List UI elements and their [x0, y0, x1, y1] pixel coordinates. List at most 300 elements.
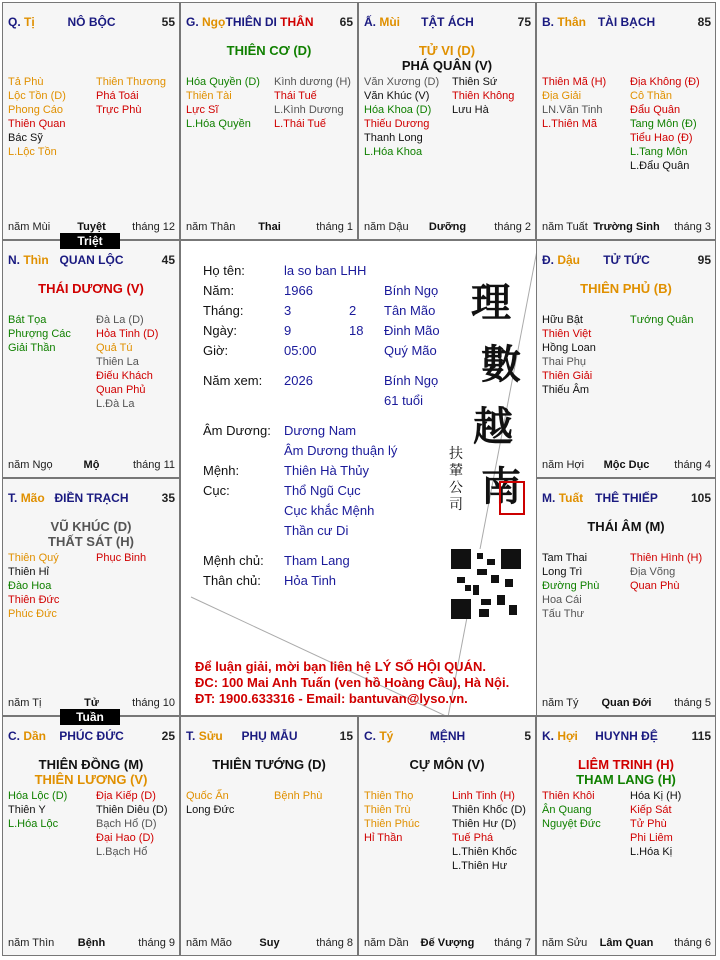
minor-star: Thai Phụ	[542, 356, 587, 368]
minor-star: Đường Phù	[542, 580, 600, 592]
minor-star: Trực Phù	[96, 104, 142, 116]
palace-header	[542, 729, 711, 743]
palace-name: TÀI BẠCH	[597, 15, 656, 29]
hour-label: Giờ:	[203, 343, 229, 358]
palace-header	[8, 729, 175, 743]
minor-star: Thiên La	[96, 356, 139, 368]
chi: Tý	[379, 729, 394, 743]
chi: Dậu	[557, 253, 581, 267]
minor-star: Long Trì	[542, 566, 583, 578]
minor-stars-right	[630, 551, 702, 593]
view-year-can: Bính Ngọ	[384, 373, 439, 388]
minor-star: Phi Liêm	[630, 832, 673, 844]
minor-stars-left	[186, 789, 234, 817]
minor-stars-right	[274, 75, 351, 131]
palace-name: QUAN LỘC	[59, 253, 124, 267]
can: M.	[542, 491, 556, 505]
palace-name: ĐIỀN TRẠCH	[54, 491, 129, 505]
palace-cell-suu	[180, 716, 358, 956]
minor-star: Thiên Việt	[542, 328, 592, 340]
chi: Hợi	[557, 729, 578, 743]
palace-cell-dan	[2, 716, 180, 956]
minor-star: Bạch Hổ (D)	[96, 818, 157, 830]
minor-star: Hóa Quyền (D)	[186, 76, 260, 88]
trang-sinh-stage: Suy	[259, 937, 280, 949]
amduong-2: Âm Dương thuận lý	[284, 443, 398, 458]
palace-header	[8, 253, 175, 267]
can: T.	[8, 491, 18, 505]
day-label: Ngày:	[203, 323, 237, 338]
menhchu-label: Mệnh chủ:	[203, 553, 264, 568]
minor-star: Thiên Hư (D)	[452, 818, 517, 830]
minor-star: Địa Võng	[630, 566, 676, 578]
main-star: THIÊN TƯỚNG (D)	[212, 757, 326, 772]
trang-sinh-stage: Mộc Dục	[603, 459, 650, 471]
minor-stars-right	[274, 789, 322, 803]
minor-stars-left	[8, 75, 66, 159]
palace-header	[542, 15, 711, 29]
minor-star: Giải Thần	[8, 342, 56, 354]
minor-star: Thiên Phúc	[364, 818, 420, 830]
minor-star: Phục Binh	[96, 552, 147, 564]
palace-footer	[542, 459, 711, 473]
minor-star: Quan Phù	[630, 580, 680, 592]
thanchu-label: Thân chủ:	[203, 573, 261, 588]
calligraphy-char-4: 南	[481, 463, 521, 510]
hour-num: 05:00	[284, 343, 317, 358]
can: Ấ.	[364, 15, 376, 29]
chi: Ngọ	[202, 15, 226, 29]
chi: Sửu	[198, 729, 223, 743]
minor-star: L.Tang Môn	[630, 146, 688, 158]
contact-line-1: Để luận giải, mời bạn liên hệ LÝ SỐ HỘI QUÁN.	[195, 659, 486, 674]
minor-stars-left	[542, 551, 599, 621]
minor-star: L.Đẩu Quân	[630, 160, 690, 172]
year-label: Năm:	[203, 283, 235, 298]
main-star: THẤT SÁT (H)	[48, 534, 134, 549]
trang-sinh-stage: Bệnh	[77, 937, 106, 949]
minor-stars-right	[630, 75, 700, 173]
qr-code-icon[interactable]	[451, 549, 521, 619]
palace-header	[542, 491, 711, 505]
minor-star: Kiếp Sát	[630, 804, 672, 816]
palace-footer	[186, 221, 353, 235]
minor-stars-right	[630, 789, 681, 859]
minor-stars-right	[452, 75, 514, 117]
chi: Thân	[557, 15, 587, 29]
trang-sinh-stage: Đế Vượng	[420, 937, 475, 949]
minor-star: Tam Thai	[542, 552, 588, 564]
company-chars: 扶 輦 公 司	[449, 446, 463, 513]
palace-name: PHỤ MẪU	[241, 729, 298, 743]
minor-stars-left	[542, 75, 606, 131]
minor-star: Hoa Cái	[542, 594, 582, 606]
palace-header	[542, 253, 711, 267]
minor-stars-left	[364, 75, 439, 159]
hour-can: Quý Mão	[384, 343, 437, 358]
minor-star: L.Thiên Khốc	[452, 846, 517, 858]
year-label: năm Dậu	[364, 221, 409, 233]
minor-star: Thiên Không	[452, 90, 515, 102]
palace-cell-thin	[2, 240, 180, 478]
minor-stars-left	[186, 75, 260, 131]
minor-star: Thiên Thọ	[364, 790, 414, 802]
minor-star: L.Hóa Khoa	[364, 146, 423, 158]
minor-stars-left	[8, 313, 71, 355]
minor-star: Nguyệt Đức	[542, 818, 601, 830]
month-label: tháng 10	[132, 697, 175, 709]
can: N.	[8, 253, 20, 267]
cuc-3: Thần cư Di	[284, 523, 349, 538]
amduong-1: Dương Nam	[284, 423, 357, 438]
chi: Tuất	[558, 491, 584, 505]
trang-sinh-stage: Thai	[258, 221, 281, 233]
minor-star: Đại Hao (D)	[96, 832, 155, 844]
palace-footer	[542, 221, 711, 235]
palace-footer	[8, 937, 175, 951]
trang-sinh-stage: Tử	[84, 697, 99, 709]
minor-star: Kình dương (H)	[274, 76, 351, 88]
contact-line-2: ĐC: 100 Mai Anh Tuấn (ven hồ Hoàng Cầu), Hà Nội.	[195, 675, 510, 690]
month-label: tháng 1	[316, 221, 353, 233]
minor-star: Địa Kiếp (D)	[96, 790, 156, 802]
minor-star: Cô Thần	[630, 90, 672, 102]
palace-header	[186, 729, 353, 743]
dai-han-number: 95	[697, 253, 711, 267]
dai-han-number: 115	[691, 729, 711, 743]
minor-star: Thiên Sứ	[452, 76, 498, 88]
minor-stars-right	[96, 75, 166, 117]
minor-star: Phá Toái	[96, 90, 139, 102]
minor-star: Địa Không (Đ)	[630, 76, 700, 88]
minor-star: Hóa Khoa (D)	[364, 104, 432, 116]
view-year: 2026	[284, 373, 313, 388]
main-star: THIÊN CƠ (D)	[226, 43, 312, 58]
trang-sinh-stage: Lâm Quan	[599, 937, 654, 949]
palace-cell-than	[536, 2, 716, 240]
year-label: năm Mão	[186, 937, 232, 949]
minor-star: Thiếu Âm	[542, 384, 590, 396]
minor-star: Thiên Thương	[96, 76, 167, 88]
palace-cell-ty	[358, 716, 536, 956]
main-star: THIÊN PHỦ (B)	[580, 281, 672, 296]
palace-name: TỬ TỨC	[603, 253, 650, 267]
year-label: năm Mùi	[8, 221, 51, 233]
minor-star: Thiên Tài	[186, 90, 232, 102]
minor-stars-right	[96, 551, 146, 565]
month-label: Tháng:	[203, 303, 244, 318]
dai-han-number: 75	[517, 15, 531, 29]
minor-star: Thiên Quý	[8, 552, 59, 564]
minor-star: Hóa Kị (H)	[630, 790, 682, 802]
month-can: Tân Mão	[384, 303, 436, 318]
dai-han-number: 25	[161, 729, 175, 743]
age: 61 tuổi	[384, 393, 424, 408]
palace-footer	[8, 459, 175, 473]
minor-star: Thiên Hỉ	[8, 566, 49, 578]
cuc-1: Thổ Ngũ Cục	[284, 483, 361, 498]
palace-header	[186, 15, 353, 29]
minor-star: Thiên Giải	[542, 370, 593, 382]
palace-cell-ngo	[180, 2, 358, 240]
palace-footer	[364, 221, 531, 235]
palace-name: TẬT ÁCH	[421, 15, 474, 29]
minor-star: Bát Tọa	[8, 314, 47, 326]
minor-stars-left	[364, 789, 420, 845]
calligraphy-char-1: 理	[471, 279, 511, 326]
minor-star: Phúc Đức	[8, 608, 57, 620]
main-star: THIÊN LƯƠNG (V)	[34, 772, 148, 787]
thanchu-value: Hỏa Tinh	[284, 573, 337, 588]
can: C.	[8, 729, 20, 743]
minor-star: L.Hóa Quyền	[186, 118, 251, 130]
tuan-marker: Tuần	[60, 709, 120, 725]
minor-star: Đào Hoa	[8, 580, 52, 592]
minor-star: L.Hóa Lộc	[8, 818, 59, 830]
day-num: 9	[284, 323, 292, 338]
main-star: LIÊM TRINH (H)	[577, 757, 675, 772]
chi: Mùi	[379, 15, 401, 29]
minor-star: Thiên Hình (H)	[630, 552, 703, 564]
year-label: năm Tị	[8, 697, 42, 709]
minor-star: Đà La (D)	[96, 314, 144, 326]
month-label: tháng 12	[132, 221, 175, 233]
year-num: 1966	[284, 283, 313, 298]
palace-name: NÔ BỘC	[67, 15, 116, 29]
minor-star: Thiên Diêu (D)	[96, 804, 168, 816]
minor-star: Địa Giải	[542, 90, 582, 102]
minor-star: Hóa Lộc (D)	[8, 790, 68, 802]
palace-footer	[542, 937, 711, 951]
chi: Thìn	[23, 253, 49, 267]
minor-star: Tấu Thư	[542, 608, 585, 620]
dai-han-number: 65	[339, 15, 353, 29]
minor-star: Thiên Khôi	[542, 790, 595, 802]
main-star: THÁI ÂM (M)	[587, 519, 665, 534]
main-star: THIÊN ĐỒNG (M)	[38, 757, 144, 772]
dai-han-number: 15	[339, 729, 353, 743]
year-label: năm Sửu	[542, 937, 588, 949]
year-label: năm Dần	[364, 937, 409, 949]
minor-star: Quốc Ấn	[186, 790, 229, 802]
trang-sinh-stage: Mộ	[83, 459, 100, 471]
minor-star: L.Hóa Kị	[630, 846, 673, 858]
minor-star: Phượng Các	[8, 328, 71, 340]
year-label: năm Thìn	[8, 937, 55, 949]
trang-sinh-stage: Trường Sinh	[593, 221, 660, 233]
month-label: tháng 8	[316, 937, 353, 949]
minor-star: Phong Cáo	[8, 104, 64, 116]
month-label: tháng 4	[674, 459, 711, 471]
year-label: năm Hợi	[542, 459, 585, 471]
month-num: 3	[284, 303, 292, 318]
dai-han-number: 85	[697, 15, 711, 29]
day-lunar: 18	[349, 323, 364, 338]
palace-name: THÊ THIẾP	[595, 491, 658, 505]
palace-footer	[364, 937, 531, 951]
minor-star: Tuế Phá	[452, 832, 494, 844]
minor-star: Bác Sỹ	[8, 132, 43, 144]
trang-sinh-stage: Dưỡng	[428, 221, 467, 233]
minor-star: Hỉ Thần	[364, 832, 403, 844]
minor-star: Lộc Tồn (D)	[8, 90, 66, 102]
year-label: năm Tuất	[542, 221, 588, 233]
cuc-label: Cục:	[203, 483, 230, 498]
main-star: PHÁ QUÂN (V)	[401, 58, 493, 73]
trang-sinh-stage: Tuyệt	[77, 221, 106, 233]
minor-star: L.Bạch Hổ	[96, 846, 148, 858]
month-label: tháng 6	[674, 937, 711, 949]
can: C.	[364, 729, 376, 743]
palace-header	[8, 491, 175, 505]
palace-footer	[542, 697, 711, 711]
minor-star: Lực Sĩ	[186, 104, 219, 116]
dai-han-number: 45	[161, 253, 175, 267]
minor-stars-left	[8, 789, 67, 831]
month-label: tháng 2	[494, 221, 531, 233]
palace-name: THIÊN DI THÂN	[225, 15, 314, 29]
chi: Tị	[24, 15, 35, 29]
month-label: tháng 5	[674, 697, 711, 709]
minor-star: L.Thiên Mã	[542, 118, 598, 130]
minor-star: Thiên Trù	[364, 804, 411, 816]
minor-star: Tử Phù	[630, 818, 667, 830]
than-marker: THÂN	[280, 15, 314, 29]
can: Đ.	[542, 253, 554, 267]
can: T.	[186, 729, 196, 743]
minor-star: Thiếu Dương	[364, 118, 430, 130]
minor-star: L.Kình Dương	[274, 104, 344, 116]
minor-star: Thiên Y	[8, 804, 46, 816]
amduong-label: Âm Dương:	[203, 423, 271, 438]
palace-cell-hoi	[536, 716, 716, 956]
chi: Mão	[20, 491, 45, 505]
palace-cell-tuat	[536, 478, 716, 716]
year-label: năm Ngọ	[8, 459, 53, 471]
menh-label: Mệnh:	[203, 463, 240, 478]
can: Q.	[8, 15, 21, 29]
minor-star: Tả Phù	[8, 76, 44, 88]
cuc-2: Cục khắc Mệnh	[284, 503, 375, 518]
minor-stars-left	[542, 313, 596, 397]
minor-star: Quan Phủ	[96, 384, 146, 396]
minor-star: Điếu Khách	[96, 370, 153, 382]
main-star: VŨ KHÚC (D)	[50, 519, 132, 534]
month-label: tháng 7	[494, 937, 531, 949]
minor-star: Tiểu Hao (Đ)	[630, 132, 693, 144]
dai-han-number: 55	[161, 15, 175, 29]
minor-stars-right	[96, 789, 168, 859]
dai-han-number: 5	[524, 729, 531, 743]
calligraphy-char-2: 數	[481, 341, 521, 388]
main-star: THÁI DƯƠNG (V)	[38, 281, 144, 296]
palace-name: HUYNH ĐỆ	[595, 729, 658, 743]
palace-header	[8, 15, 175, 29]
month-label: tháng 3	[674, 221, 711, 233]
palace-name: PHÚC ĐỨC	[59, 729, 124, 743]
can: B.	[542, 15, 554, 29]
trang-sinh-stage: Quan Đới	[601, 697, 652, 709]
minor-stars-left	[8, 551, 59, 621]
chi: Dần	[23, 729, 47, 743]
month-label: tháng 9	[138, 937, 175, 949]
palace-header	[364, 729, 531, 743]
triet-marker: Triệt	[60, 233, 120, 249]
minor-star: Bệnh Phù	[274, 790, 323, 802]
minor-star: Hỏa Tinh (D)	[96, 328, 159, 340]
minor-stars-right	[630, 313, 694, 327]
minor-stars-left	[542, 789, 601, 831]
can: K.	[542, 729, 554, 743]
minor-star: Đẩu Quân	[630, 104, 681, 116]
year-can: Bính Ngọ	[384, 283, 439, 298]
dai-han-number: 105	[690, 491, 711, 505]
year-label: năm Tý	[542, 697, 579, 709]
palace-name: MỆNH	[429, 729, 466, 743]
name-value: la so ban LHH	[284, 263, 367, 278]
minor-star: L.Lộc Tồn	[8, 146, 57, 158]
red-seal-icon	[499, 481, 525, 515]
minor-stars-right	[96, 313, 158, 411]
minor-stars-right	[452, 789, 526, 873]
minor-star: Lưu Hà	[452, 104, 489, 116]
minor-star: Văn Xương (D)	[364, 76, 440, 88]
minor-star: Hữu Bật	[542, 314, 583, 326]
can: G.	[186, 15, 199, 29]
name-label: Họ tên:	[203, 263, 245, 278]
menh-value: Thiên Hà Thủy	[284, 463, 370, 478]
minor-star: Thanh Long	[364, 132, 423, 144]
contact-line-3: ĐT: 1900.633316 - Email: bantuvan@lyso.vn.	[195, 691, 468, 706]
palace-cell-dau	[536, 240, 716, 478]
minor-star: LN.Văn Tinh	[542, 104, 603, 116]
menhchu-value: Tham Lang	[284, 553, 350, 568]
day-can: Đinh Mão	[384, 323, 440, 338]
minor-star: Tang Môn (Đ)	[630, 118, 697, 130]
minor-star: L.Thiên Hư	[452, 860, 508, 872]
minor-star: Văn Khúc (V)	[364, 90, 430, 102]
palace-cell-mao	[2, 478, 180, 716]
main-star: THAM LANG (H)	[576, 772, 676, 787]
chart-center-info	[180, 240, 537, 716]
dai-han-number: 35	[161, 491, 175, 505]
minor-star: Linh Tinh (H)	[452, 790, 515, 802]
minor-star: L.Thái Tuế	[274, 118, 326, 130]
minor-star: Thiên Khốc (D)	[452, 804, 526, 816]
calligraphy-char-3: 越	[473, 403, 513, 450]
month-label: tháng 11	[132, 459, 175, 471]
minor-star: L.Đà La	[96, 398, 135, 410]
year-label: năm Thân	[186, 221, 236, 233]
minor-star: Hồng Loan	[542, 342, 596, 354]
month-lunar: 2	[349, 303, 357, 318]
main-star: CỰ MÔN (V)	[409, 757, 485, 772]
main-star: TỬ VI (D)	[418, 43, 476, 58]
minor-star: Tướng Quân	[630, 314, 694, 326]
minor-star: Ân Quang	[542, 804, 592, 816]
palace-cell-mui	[358, 2, 536, 240]
minor-star: Thiên Mã (H)	[542, 76, 607, 88]
minor-star: Thái Tuế	[274, 90, 317, 102]
palace-cell-ti	[2, 2, 180, 240]
minor-star: Thiên Quan	[8, 118, 66, 130]
palace-header	[364, 15, 531, 29]
palace-footer	[186, 937, 353, 951]
minor-star: Thiên Đức	[8, 594, 60, 606]
view-year-label: Năm xem:	[203, 373, 263, 388]
minor-star: Quả Tú	[96, 342, 133, 354]
minor-star: Long Đức	[186, 804, 235, 816]
